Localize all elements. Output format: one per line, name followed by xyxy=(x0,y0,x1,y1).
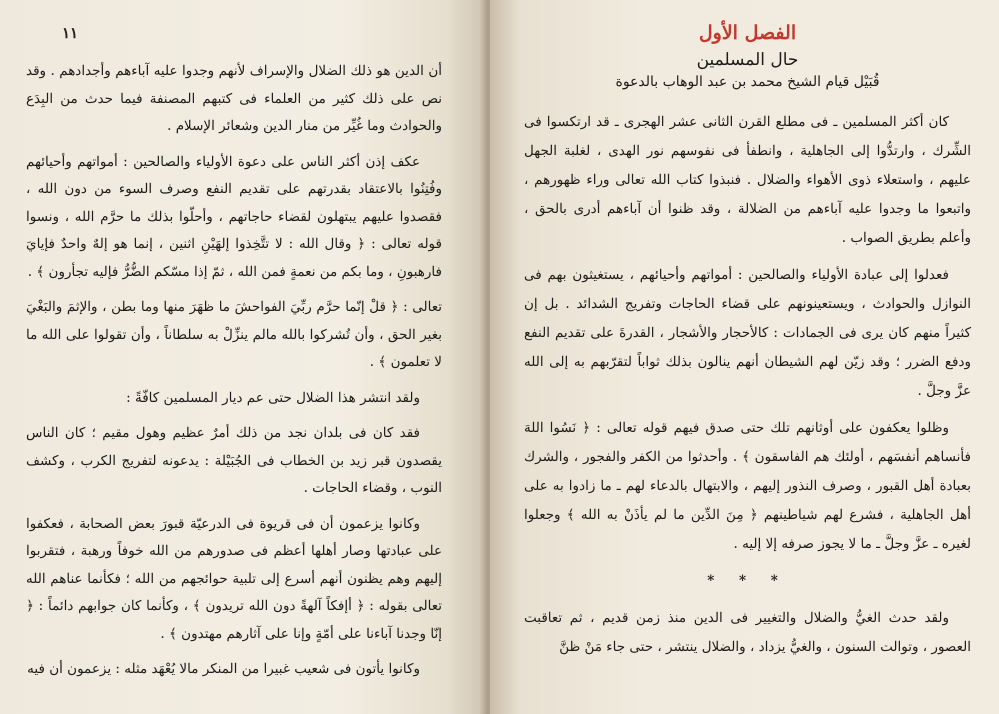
right-page xyxy=(490,0,999,714)
left-page-body xyxy=(26,58,442,684)
paragraph: ولقد انتشر هذا الضلال حتى عم ديار المسلمين كافّةً : xyxy=(126,389,420,406)
section-divider: * * * xyxy=(707,573,788,589)
paragraph: تعالى : ﴿ قلْ إنّما حرَّم ربِّيَ الفواحشَ ما ظهَرَ منها وما بطن ، والإثمَ والبَغْيَ بغير الحق ، وأن تُشركوا بالله مالم ينزِّلْ به سلطاناً ، وأن تقولوا على الله ما لا تعلمون ﴾ . xyxy=(26,299,442,370)
paragraph: وكانوا يزعمون أن فى قريوة فى الدرعيّة قبورَ بعض الصحابة ، فعكفوا على عبادتها وصار أهلها أعظم فى صدورهم من الله خوفاً ورهبة ، فتقربوا إليهم وهم يظنون أنهم أسرع إلى تلبية حوائجهم من الله ؛ فكأنما عناهم الله تعالى بقوله : ﴿ أإفكاً آلهةً دون الله تريدون ﴾ ، وكأنما كان جوابهم دائماً : ﴿ إنّا وجدنا آباءنا على أمّةٍ وإنا على آثارهم مهتدون ﴾ . xyxy=(26,515,442,642)
paragraph: فقد كان فى بلدان نجد من ذلك أمرٌ عظيم وهول مقيم ؛ كان الناس يقصدون قبر زيد بن الخطاب فى الجُبَيْلة : يدعونه لتفريج الكرب ، وكشف النوب ، وقضاء الحاجات . xyxy=(26,425,442,496)
chapter-title: الفصل الأول xyxy=(698,22,797,44)
paragraph: عكف إذن أكثر الناس على دعوة الأولياء والصالحين : أمواتهم وأحيائهم وفُتِنُوا بالاعتقاد بقدرتهم على تقديم النفع وصرف السوء من دون الله ، فقصدوا عليهم يبتهلون لقضاء حاجاتهم ، وأحلّوا بذلك ما حرَّم الله ، ونسوا قوله تعالى : ﴿ وقال الله : لا تتَّخِذوا إلهَيْنِ اثنين ، إنما هو إلهٌ واحدٌ فإيايَ فارهبونِ ، وما بكم من نعمةٍ فمن الله ، ثمّ إذا مسّكم الضُّرُّ فإليه تجأرون ﴾ . xyxy=(26,153,442,280)
page-number: ١١ xyxy=(62,24,79,42)
right-page-body xyxy=(524,108,971,662)
left-page xyxy=(0,0,486,714)
paragraph: ولقد حدث الغيُّ والضلال والتغيير فى الدين منذ زمن قديم ، ثم تعاقبت العصور ، وتوالت السنون ، والغيُّ يزداد ، والضلال ينتشر ، حتى جاء مَنْ ظنَّ xyxy=(524,610,971,655)
paragraph: أن الدين هو ذلك الضلال والإسراف لأنهم وجدوا عليه آباءهم وأجدادهم . وقد نص على ذلك كثير من العلماء فى كتبهم المصنفة فيما حدث من البِدَع والحوادث وما غُيِّر من منار الدين وشعائر الإسلام . xyxy=(26,63,442,134)
section-title: حال المسلمين xyxy=(696,50,799,70)
paragraph: وكانوا يأتون فى شعيب غبيرا من المنكر مالا يُعْهَد مثله : يزعمون أن فيه xyxy=(27,661,420,677)
paragraph: كان أكثر المسلمين ـ فى مطلع القرن الثانى عشر الهجرى ـ قد ارتكسوا فى الشِّرك ، وارتدُّوا إلى الجاهلية ، وانطفأ فى نفوسهم نور الهدى ، لغلبة الجهل عليهم ، واستعلاء ذوى الأهواء والضلال . فنبذوا كتاب الله تعالى وراء ظهورهم ، واتبعوا ما وجدوا عليه آباءهم من الضلالة ، وقد ظنوا أن آباءهم أدرى بالحق ، وأعلم بطريق الصواب . xyxy=(524,114,971,246)
paragraph: وظلوا يعكفون على أوثانهم تلك حتى صدق فيهم قوله تعالى : ﴿ نَسُوا اللهَ فأنساهم أنفسَهم ، أولئك هم الفاسقون ﴾ . وأحدثوا من الكفر والفجور ، والشرك بعبادة أهل القبور ، وصرف النذور إليهم ، والابتهال بالدعاء لهم ـ ما زادوا به على أهل الجاهلية ، فشرع لهم شياطينهم ﴿ مِنَ الدِّين ما لم يأذَنْ به الله ﴾ وجعلوا لغيره ـ عزَّ وجلَّ ـ ما لا يجوز صرفه إلا إليه . xyxy=(524,420,971,552)
section-subtitle: قُبَيْل قيام الشيخ محمد بن عبد الوهاب بالدعوة xyxy=(615,74,880,90)
paragraph: فعدلوا إلى عبادة الأولياء والصالحين : أمواتهم وأحيائهم ، يستغيثون بهم فى النوازل والحوادث ، ويستعينونهم على قضاء الحاجات وتفريج الشدائد . بل إن كثيراً منهم كان يرى فى الجمادات : كالأحجار والأشجار ، القدرةَ على تقديم النفع ودفع الضرر ؛ وقد زيّن لهم الشيطان أنهم ينالون بذلك ثواباً لتقرّبهم به إلى الله عزَّ وجلَّ . xyxy=(524,267,971,399)
